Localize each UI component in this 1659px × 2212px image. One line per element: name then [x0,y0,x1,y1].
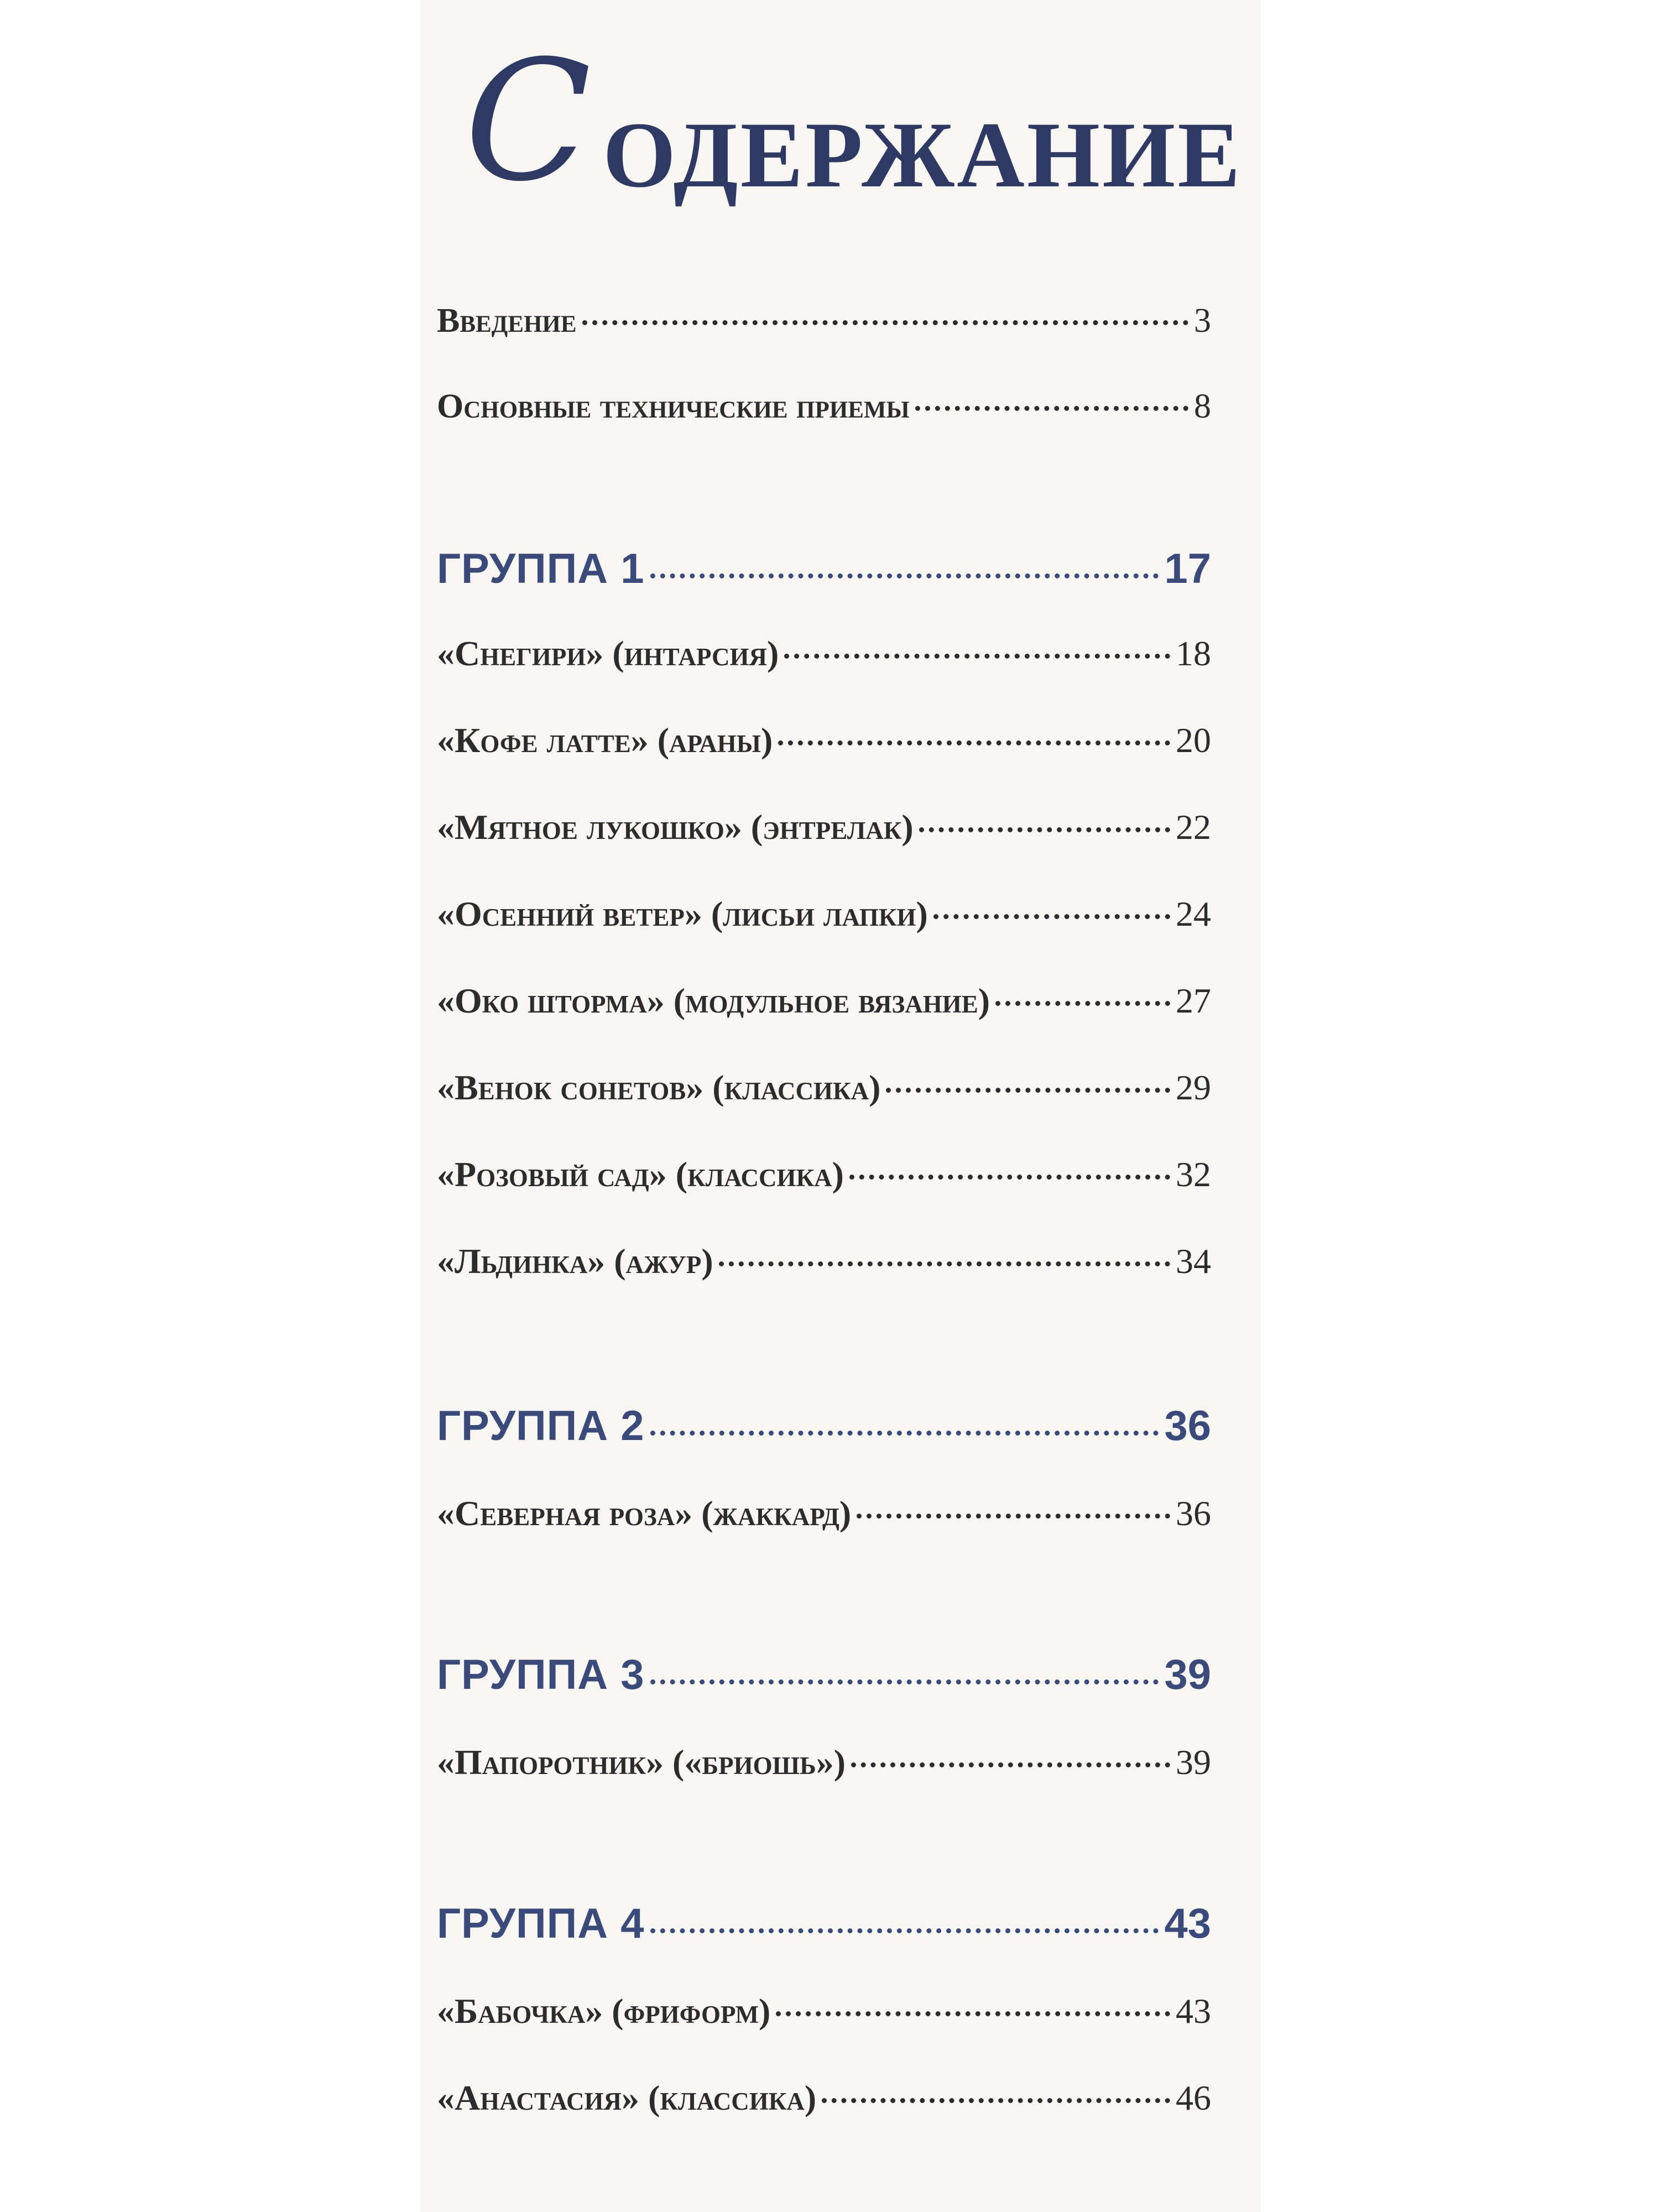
dot-leader [915,406,1188,411]
toc-group-page: 17 [1164,545,1211,592]
toc-entry-page: 22 [1176,807,1211,847]
toc-entry-page: 29 [1176,1068,1211,1107]
toc-entry[interactable] [437,1493,1211,1534]
toc-entry-page: 18 [1176,634,1211,673]
dot-leader [650,1928,1159,1933]
dot-leader [919,827,1170,832]
toc-group-2[interactable] [437,1402,1211,1450]
toc-group-label: ГРУППА 2 [437,1402,645,1449]
toc-entry[interactable] [437,1154,1211,1195]
toc-group-label: ГРУППА 4 [437,1900,645,1947]
toc-entry-page: 20 [1176,721,1211,760]
title-text: ОДЕРЖАНИЕ [603,103,1243,207]
toc-entry[interactable] [437,807,1211,848]
toc-entry-page: 3 [1194,302,1211,340]
toc-entry-label: «Око шторма» (модульное вязание) [437,981,990,1020]
toc-entry[interactable] [437,1742,1211,1783]
toc-entry-page: 36 [1176,1494,1211,1533]
toc-entry[interactable] [437,1991,1211,2032]
toc-entry[interactable] [437,894,1211,935]
toc-entry-page: 39 [1176,1743,1211,1782]
toc-entry-label: «Анастасия» (классика) [437,2078,817,2117]
toc-entry-page: 34 [1176,1241,1211,1281]
toc-entry[interactable] [437,633,1211,674]
toc-group-label: ГРУППА 1 [437,545,645,592]
dot-leader [851,1762,1170,1767]
toc-entry-page: 27 [1176,981,1211,1020]
dot-leader [719,1261,1170,1266]
page-title [465,25,1243,218]
dot-leader [784,654,1170,659]
dot-leader [995,1001,1170,1006]
toc-group-page: 43 [1164,1900,1211,1947]
toc-entry-techniques[interactable] [437,387,1211,426]
toc-entry-page: 46 [1176,2078,1211,2117]
toc-entry-label: «Венок сонетов» (классика) [437,1068,881,1107]
toc-entry-page: 32 [1176,1155,1211,1194]
toc-entry-label: «Мятное лукошко» (энтрелак) [437,807,914,847]
dot-leader [650,1431,1159,1436]
toc-entry-label: «Осенний ветер» (лисьи лапки) [437,894,928,933]
toc-entry[interactable] [437,980,1211,1021]
dot-leader [849,1175,1170,1180]
toc-entry-label: «Кофе латте» (араны) [437,721,773,760]
toc-entry-label: «Северная роза» (жаккард) [437,1494,852,1533]
toc-group-3[interactable] [437,1651,1211,1699]
toc-entry[interactable] [437,1241,1211,1282]
title-initial-letter: С [465,25,592,218]
toc-entry-label: Основные технические приемы [437,388,910,425]
dot-leader [650,573,1159,578]
dot-leader [776,2011,1170,2016]
dot-leader [778,740,1170,745]
toc-entry[interactable] [437,720,1211,761]
toc-entry-page: 43 [1176,1991,1211,2031]
dot-leader [886,1088,1170,1093]
dot-leader [650,1679,1159,1684]
toc-group-page: 39 [1164,1651,1211,1698]
toc-entry[interactable] [437,1067,1211,1108]
toc-entry-label: «Снегири» (интарсия) [437,634,779,673]
dot-leader [933,914,1170,919]
dot-leader [822,2098,1170,2103]
dot-leader [857,1514,1170,1519]
toc-entry-label: «Розовый сад» (классика) [437,1155,844,1194]
toc-entry-label: «Бабочка» (фриформ) [437,1991,771,2031]
toc-entry-intro[interactable] [437,301,1211,341]
toc-entry-page: 24 [1176,894,1211,933]
toc-entry-page: 8 [1194,388,1211,425]
toc-group-label: ГРУППА 3 [437,1651,645,1698]
toc-entry[interactable] [437,2078,1211,2119]
toc-group-page: 36 [1164,1402,1211,1449]
toc-entry-label: Введение [437,302,577,340]
toc-group-4[interactable] [437,1900,1211,1948]
toc-entry-label: «Льдинка» (ажур) [437,1241,713,1281]
dot-leader [582,320,1188,325]
toc-entry-label: «Папоротник» («бриошь») [437,1743,846,1782]
toc-group-1[interactable] [437,545,1211,593]
